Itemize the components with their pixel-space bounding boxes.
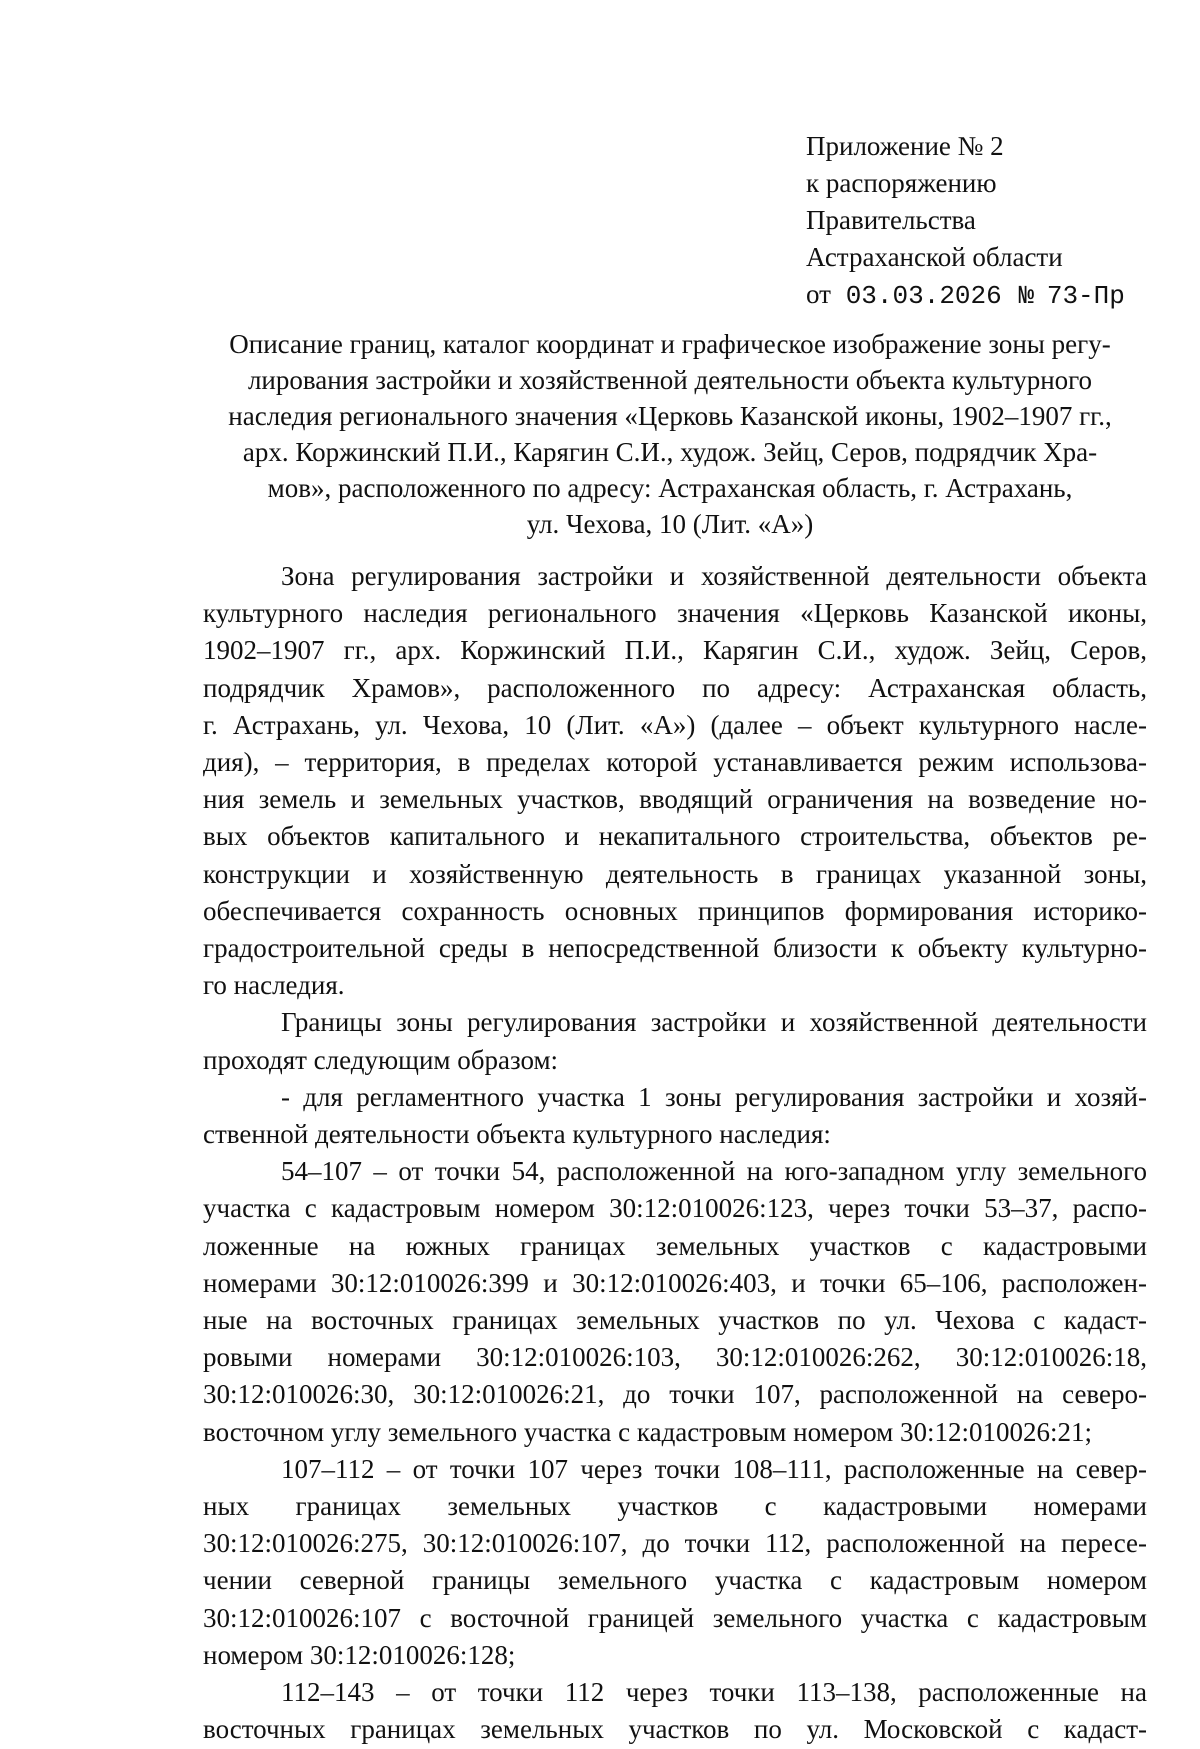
body-line: ния земель и земельных участков, вводящий ограничения на возведение но- — [203, 784, 1147, 815]
body-line: г. Астрахань, ул. Чехова, 10 (Лит. «А») (далее – объект культурного насле- — [203, 709, 1147, 740]
body-line: участка с кадастровым номером 30:12:010026:123, через точки 53–37, распо- — [203, 1193, 1147, 1224]
document-body — [203, 558, 1147, 1749]
body-line: - для регламентного участка 1 зоны регулирования застройки и хозяй- — [281, 1081, 1147, 1112]
body-line: 30:12:010026:275, 30:12:010026:107, до точки 112, расположенной на пересе- — [203, 1528, 1147, 1559]
appendix-line: Приложение № 2 — [806, 131, 1004, 161]
body-line: го наследия. — [203, 970, 345, 1001]
title-line: наследия регионального значения «Церковь Казанской иконы, 1902–1907 гг., — [228, 401, 1112, 431]
body-line: чении северной границы земельного участка с кадастровым номером — [203, 1565, 1147, 1596]
document-date: 03.03.2026 — [845, 281, 1002, 311]
appendix-line: к распоряжению — [806, 168, 997, 198]
body-line: Зона регулирования застройки и хозяйственной деятельности объекта — [281, 561, 1147, 591]
date-prefix: от — [806, 279, 831, 309]
number-sign: № — [1018, 281, 1035, 311]
title-line: лирования застройки и хозяйственной деятельности объекта культурного — [247, 365, 1093, 395]
body-line: номерами 30:12:010026:399 и 30:12:010026:403, и точки 65–106, расположен- — [203, 1267, 1147, 1298]
body-line: подрядчик Храмов», расположенного по адресу: Астраханская область, — [203, 672, 1147, 703]
appendix-line: Астраханской области — [806, 242, 1063, 272]
body-line: 1902–1907 гг., арх. Коржинский П.И., Карягин С.И., худож. Зейц, Серов, — [203, 635, 1147, 666]
document-title — [200, 326, 1140, 542]
body-line: восточных границах земельных участков по ул. Московской с кадаст- — [203, 1714, 1147, 1745]
body-line: обеспечивается сохранность основных принципов формирования историко- — [203, 895, 1147, 926]
title-line: мов», расположенного по адресу: Астраханская область, г. Астрахань, — [267, 473, 1073, 503]
title-line: ул. Чехова, 10 (Лит. «А») — [526, 509, 814, 539]
body-line: градостроительной среды в непосредственной близости к объекту культурно- — [203, 933, 1147, 964]
body-line: вых объектов капитального и некапитального строительства, объектов ре- — [203, 821, 1147, 852]
body-line: 30:12:010026:107 с восточной границей земельного участка с кадастровым — [203, 1602, 1147, 1633]
body-line: проходят следующим образом: — [203, 1044, 559, 1075]
document-number: 73-Пр — [1046, 281, 1125, 311]
body-line: дия), – территория, в пределах которой устанавливается режим использова- — [203, 747, 1147, 778]
body-line: ных границах земельных участков с кадастровыми номерами — [203, 1491, 1147, 1522]
body-line: 54–107 – от точки 54, расположенной на юго-западном углу земельного — [281, 1156, 1147, 1187]
body-line: Границы зоны регулирования застройки и хозяйственной деятельности — [281, 1007, 1147, 1038]
body-line: номером 30:12:010026:128; — [203, 1639, 516, 1670]
body-line: ровыми номерами 30:12:010026:103, 30:12:010026:262, 30:12:010026:18, — [203, 1342, 1147, 1373]
body-line: восточном углу земельного участка с кадастровым номером 30:12:010026:21; — [203, 1416, 1092, 1447]
title-line: Описание границ, каталог координат и графическое изображение зоны регу- — [229, 329, 1111, 359]
appendix-header — [806, 128, 1125, 315]
appendix-line: Правительства — [806, 205, 976, 235]
title-line: арх. Коржинский П.И., Карягин С.И., худож. Зейц, Серов, подрядчик Хра- — [242, 437, 1098, 467]
body-line: 107–112 – от точки 107 через точки 108–111, расположенные на север- — [281, 1453, 1147, 1484]
body-line: ные на восточных границах земельных участков по ул. Чехова с кадаст- — [203, 1305, 1147, 1336]
body-line: культурного наследия регионального значения «Церковь Казанской иконы, — [203, 598, 1147, 629]
appendix-date-line — [806, 276, 1125, 315]
body-line: 30:12:010026:30, 30:12:010026:21, до точки 107, расположенной на северо- — [203, 1379, 1147, 1410]
body-line: конструкции и хозяйственную деятельность в границах указанной зоны, — [203, 858, 1147, 889]
body-line: 112–143 – от точки 112 через точки 113–138, расположенные на — [281, 1677, 1147, 1708]
body-line: ственной деятельности объекта культурного наследия: — [203, 1119, 831, 1150]
body-line: ложенные на южных границах земельных участков с кадастровыми — [203, 1230, 1147, 1261]
